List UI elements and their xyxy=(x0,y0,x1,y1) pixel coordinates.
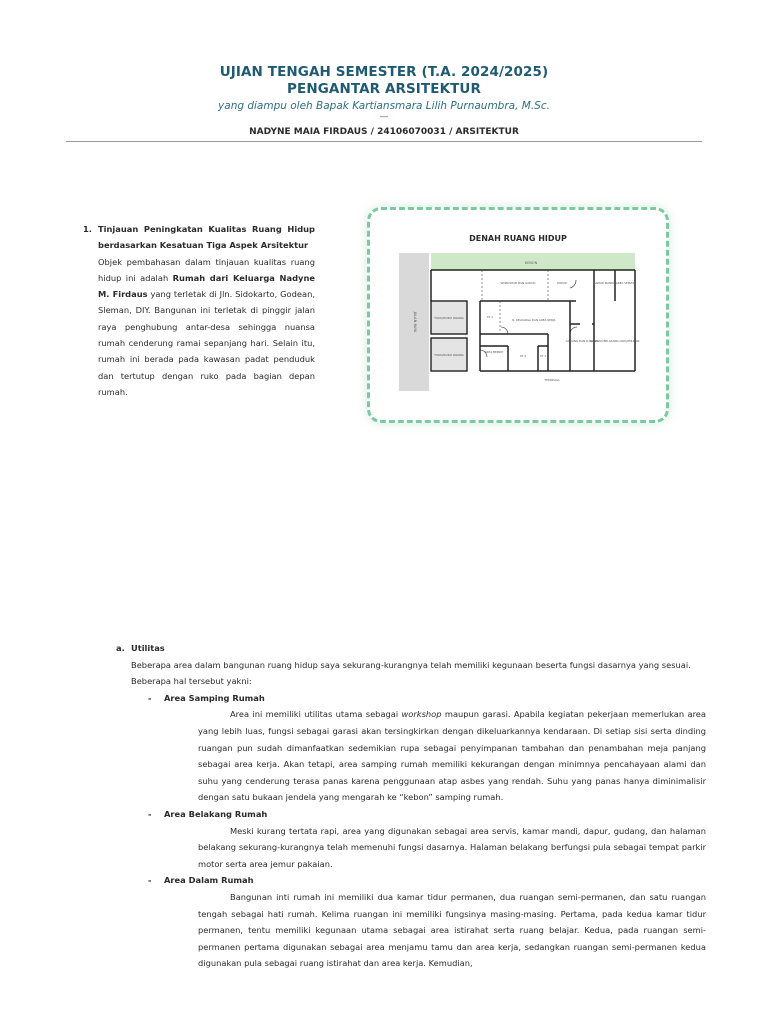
label-kt3: KT 3 xyxy=(540,354,546,358)
paragraph-area-samping xyxy=(198,706,706,806)
header-separator: — xyxy=(379,112,389,122)
label-kt1: KT 1 xyxy=(487,315,493,319)
bullet-title: Area Dalam Rumah xyxy=(164,875,254,886)
lecturer-subtitle: yang diampu oleh Bapak Kartiansmara Lilih Purnaumbra, M.Sc. xyxy=(218,100,550,112)
dashed-dividers xyxy=(482,270,548,334)
section-a-marker: a. xyxy=(116,643,125,653)
section-1-heading: Tinjauan Peningkatan Kualitas Ruang Hidup berdasarkan Kesatuan Tiga Aspek Arsitektur xyxy=(98,224,315,251)
bullet-area-samping xyxy=(148,690,706,707)
label-gudang: GUDANG DAN R. GANTI xyxy=(565,339,599,343)
para-text-b: maupun garasi. Apabila kegiatan pekerjaan memerlukan area yang lebih luas, fungsi sebagai garasi akan tersingkirkan dengan dikeluarkannya kendaraan. Di setiap sisi serta dinding ruangan pun sudah dimanfaatkan sedemikian rupa sebagai penyimpanan tambahan dan penambahan meja panjang sebagai area kerja. Akan tetapi, area samping rumah memiliki kekurangan dengan minimnya pencahayaan alami dan suhu yang cenderung terasa panas karena penggunaan atap asbes yang rendah. Suhu yang panas hanya diminimalisir dengan satu bukaan jendela yang mengarah ke “kebon” samping rumah. xyxy=(198,709,706,803)
paragraph-area-belakang: Meski kurang tertata rapi, area yang digunakan sebagai area servis, kamar mandi, dapur, gudang, dan halaman belakang sekurang-kurangnya telah memenuhi fungsi dasarnya. Halaman belakang berfungsi pula sebagai tempat parkir motor serta area jemur pakaian. xyxy=(198,825,706,869)
document-title: UJIAN TENGAH SEMESTER (T.A. 2024/2025) xyxy=(219,64,549,80)
label-toko-a: TOKO/RUKO ORANG xyxy=(434,316,464,320)
floor-plan-frame xyxy=(367,207,669,423)
bullet-dash: - xyxy=(148,875,152,886)
label-area-bersih: AREA BERSIH xyxy=(484,350,504,354)
section-1-number: 1. xyxy=(83,224,92,234)
document-header xyxy=(0,64,768,138)
bullet-title: Area Belakang Rumah xyxy=(164,808,268,819)
label-dapur: DAPUR xyxy=(557,281,567,285)
section-1-body xyxy=(98,221,315,400)
label-kebon: KEBON xyxy=(524,261,538,265)
label-jalan-raya: JALAN RAYA xyxy=(413,311,417,333)
bullet-dash: - xyxy=(148,808,152,819)
section-1-text-b: yang terletak di Jln. Sidokarto, Godean, Sleman, DIY. Bangunan ini terletak di pinggir jalan raya penghubung antar-desa sehingga nuansa rumah cenderung ramai sepanjang hari. Selain itu, rumah ini berada pada kawasan padat penduduk dan tertutup dengan ruko pada bagian depan rumah. xyxy=(98,289,315,397)
bullet-area-dalam xyxy=(148,872,706,889)
author-line: NADYNE MAIA FIRDAUS / 24106070031 / ARSITEKTUR xyxy=(249,127,519,137)
section-a-heading xyxy=(116,640,706,657)
bullet-area-belakang xyxy=(148,806,706,823)
bullet-dash: - xyxy=(148,692,152,703)
label-area-servis: AREA SERVIS xyxy=(615,281,635,285)
header-rule xyxy=(66,141,702,142)
section-1 xyxy=(83,221,315,400)
label-kamar-mandi: KAMAR MANDI xyxy=(593,281,615,285)
label-kt2: KT 2 xyxy=(520,354,526,358)
label-r-keluarga: R. KELUARGA DAN AREA KERJA xyxy=(512,318,556,322)
floor-plan xyxy=(370,210,666,420)
label-tetangga: TETANGGA xyxy=(544,378,560,382)
para-text-a: Area ini memiliki utilitas utama sebagai xyxy=(230,709,402,720)
label-workshop: WORKSHOP DAN GARASI xyxy=(500,281,536,285)
floor-plan-title: DENAH RUANG HIDUP xyxy=(469,234,567,243)
section-1-bold-object: Rumah dari Keluarga Nadyne M. Firdaus xyxy=(98,272,315,300)
section-a xyxy=(116,640,706,972)
course-title: PENGANTAR ARSITEKTUR xyxy=(287,81,481,97)
label-halaman: HALAMAN BELAKANG DAN JEMURAN xyxy=(588,339,640,343)
section-a-intro: Beberapa area dalam bangunan ruang hidup saya sekurang-kurangnya telah memiliki kegunaan beserta fungsi dasarnya yang sesuai. Beberapa hal tersebut yakni: xyxy=(131,659,691,687)
bullet-title: Area Samping Rumah xyxy=(164,692,265,703)
section-1-text-a: Objek pembahasan dalam tinjauan kualitas ruang hidup ini adalah xyxy=(98,256,315,283)
section-a-title: Utilitas xyxy=(131,643,165,653)
label-toko-b: TOKO/RUKO ORANG xyxy=(434,353,464,357)
paragraph-area-dalam: Bangunan inti rumah ini memiliki dua kamar tidur permanen, dua ruangan semi-permanen, dan satu ruangan tengah sebagai hati rumah. Kelima ruangan ini memiliki fungsinya masing-masing. Pertama, pada kedua kamar tidur permanen, tentu memiliki kegunaan utama sebagai area istirahat serta ruang belajar. Kedua, pada ruangan semi-permanen pertama digunakan sebagai area menjamu tamu dan area kerja, sedangkan ruangan semi-permanen kedua digunakan pula sebagai ruang istirahat dan area kerja. Kemudian, xyxy=(198,891,706,969)
para-italic: workshop xyxy=(401,709,442,720)
